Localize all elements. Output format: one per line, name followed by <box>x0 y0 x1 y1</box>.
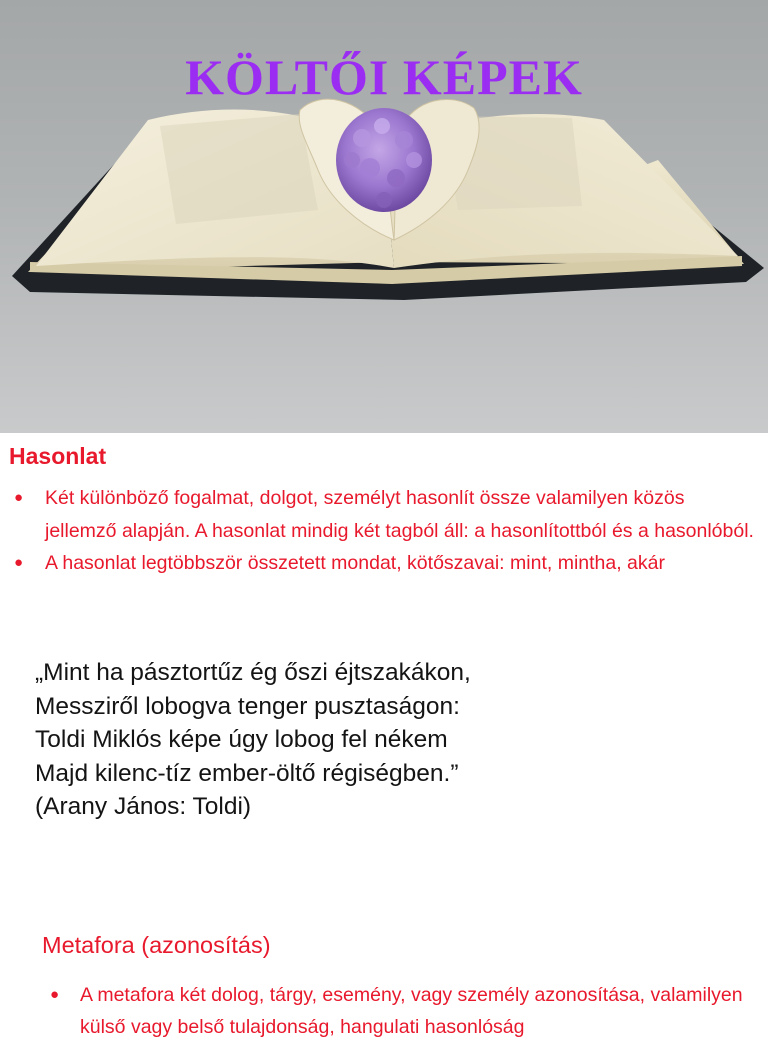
page-title: KÖLTŐI KÉPEK <box>185 49 583 105</box>
bullet-text: Két különböző fogalmat, dolgot, személyt hasonlít össze valamilyen közös jellemző alapján. A hasonlat mindig két tagból áll: a hasonlítottból és a hasonlóból. <box>45 487 754 542</box>
section-title-hasonlat: Hasonlat <box>9 443 107 469</box>
quote-line: Majd kilenc-tíz ember-öltő régiségben.” <box>35 759 459 787</box>
bullet-text: A hasonlat legtöbbször összetett mondat, kötőszavai: mint, mintha, akár <box>45 552 665 574</box>
poem-quote <box>35 656 471 824</box>
bullet-dot-icon: ● <box>50 986 60 1003</box>
header-image <box>0 0 768 433</box>
metafora-bullet-list <box>50 979 760 1043</box>
bullet-dot-icon: ● <box>14 489 24 506</box>
quote-line: Messziről lobogva tenger pusztaságon: <box>35 692 460 720</box>
bullet-dot-icon: ● <box>14 554 24 571</box>
list-item <box>50 979 760 1043</box>
bullet-text: A metafora két dolog, tárgy, esemény, vagy személy azonosítása, valamilyen külső vagy belső tulajdonság, hangulati hasonlóság <box>80 984 743 1038</box>
list-item <box>14 482 754 547</box>
section-title-metafora: Metafora (azonosítás) <box>42 932 271 958</box>
quote-line: Toldi Miklós képe úgy lobog fel nékem <box>35 726 448 753</box>
list-item <box>14 547 754 580</box>
quote-line: „Mint ha pásztortűz ég őszi éjtszakákon, <box>35 659 471 686</box>
hasonlat-bullet-list <box>14 482 754 580</box>
quote-source: (Arany János: Toldi) <box>35 793 252 820</box>
